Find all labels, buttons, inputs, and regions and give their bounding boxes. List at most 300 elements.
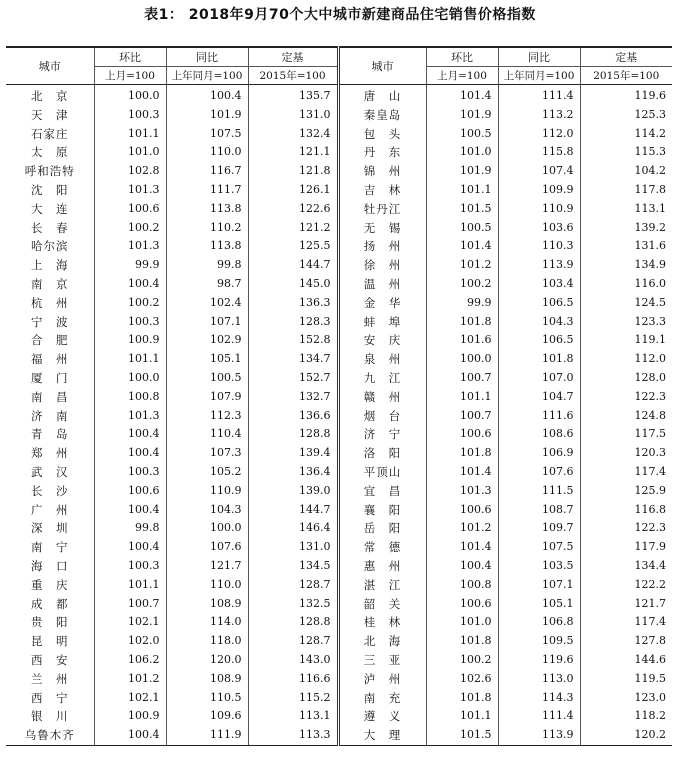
mom-value-right: 100.4 bbox=[426, 557, 498, 576]
base-value-left: 128.8 bbox=[248, 613, 338, 632]
yoy-value-right: 111.5 bbox=[498, 482, 580, 501]
base-value-right: 115.3 bbox=[580, 143, 672, 162]
header-city-left: 城市 bbox=[6, 47, 94, 85]
yoy-value-left: 100.4 bbox=[166, 85, 248, 106]
yoy-value-right: 103.6 bbox=[498, 219, 580, 238]
base-value-left: 132.4 bbox=[248, 125, 338, 144]
yoy-value-left: 109.6 bbox=[166, 707, 248, 726]
table-row bbox=[6, 275, 672, 294]
city-name-left: 石家庄 bbox=[31, 126, 69, 141]
base-value-right: 122.2 bbox=[580, 576, 672, 595]
city-name-right: 平顶山 bbox=[338, 463, 426, 482]
base-value-left: 121.2 bbox=[248, 219, 338, 238]
table-row bbox=[6, 501, 672, 520]
base-value-left: 115.2 bbox=[248, 689, 338, 708]
yoy-value-right: 106.8 bbox=[498, 613, 580, 632]
yoy-value-left: 121.7 bbox=[166, 557, 248, 576]
mom-value-left: 101.2 bbox=[94, 670, 166, 689]
base-value-right: 112.0 bbox=[580, 350, 672, 369]
yoy-value-right: 113.0 bbox=[498, 670, 580, 689]
yoy-value-left: 107.1 bbox=[166, 313, 248, 332]
yoy-value-left: 101.9 bbox=[166, 106, 248, 125]
mom-value-right: 101.1 bbox=[426, 707, 498, 726]
mom-value-right: 100.6 bbox=[426, 425, 498, 444]
city-name-left: 武 汉 bbox=[31, 464, 69, 479]
yoy-value-right: 109.9 bbox=[498, 181, 580, 200]
yoy-value-left: 99.8 bbox=[166, 256, 248, 275]
base-value-right: 128.0 bbox=[580, 369, 672, 388]
mom-value-left: 100.4 bbox=[94, 501, 166, 520]
yoy-value-right: 107.4 bbox=[498, 162, 580, 181]
table-row bbox=[6, 181, 672, 200]
subheader-base-right: 2015年=100 bbox=[580, 67, 672, 85]
base-value-left: 144.7 bbox=[248, 501, 338, 520]
base-value-right: 117.9 bbox=[580, 538, 672, 557]
city-name-left: 西 宁 bbox=[31, 690, 69, 705]
base-value-right: 113.1 bbox=[580, 200, 672, 219]
city-name-right: 吉 林 bbox=[338, 181, 426, 200]
city-name-left: 重 庆 bbox=[31, 577, 69, 592]
yoy-value-right: 111.6 bbox=[498, 407, 580, 426]
table-row bbox=[6, 388, 672, 407]
yoy-value-left: 108.9 bbox=[166, 595, 248, 614]
header-yoy-left: 同比 bbox=[166, 47, 248, 67]
mom-value-left: 100.3 bbox=[94, 557, 166, 576]
city-name-right: 唐 山 bbox=[338, 85, 426, 106]
yoy-value-right: 113.9 bbox=[498, 726, 580, 745]
city-name-right: 韶 关 bbox=[338, 595, 426, 614]
yoy-value-left: 110.2 bbox=[166, 219, 248, 238]
base-value-left: 128.7 bbox=[248, 576, 338, 595]
subheader-base-left: 2015年=100 bbox=[248, 67, 338, 85]
subheader-yoy-right: 上年同月=100 bbox=[498, 67, 580, 85]
city-name-left: 深 圳 bbox=[31, 521, 69, 536]
mom-value-right: 100.2 bbox=[426, 651, 498, 670]
mom-value-left: 99.8 bbox=[94, 519, 166, 538]
base-value-left: 152.8 bbox=[248, 331, 338, 350]
mom-value-left: 100.3 bbox=[94, 106, 166, 125]
city-name-right: 徐 州 bbox=[338, 256, 426, 275]
yoy-value-left: 100.5 bbox=[166, 369, 248, 388]
city-name-left: 北 京 bbox=[31, 89, 69, 103]
table-row bbox=[6, 331, 672, 350]
yoy-value-left: 111.9 bbox=[166, 726, 248, 745]
table-row bbox=[6, 369, 672, 388]
yoy-value-left: 110.9 bbox=[166, 482, 248, 501]
city-name-left: 贵 阳 bbox=[31, 615, 69, 630]
mom-value-left: 100.0 bbox=[94, 369, 166, 388]
yoy-value-left: 104.3 bbox=[166, 501, 248, 520]
base-value-left: 145.0 bbox=[248, 275, 338, 294]
city-name-left: 西 安 bbox=[31, 652, 69, 667]
mom-value-right: 101.5 bbox=[426, 726, 498, 745]
city-name-left: 呼和浩特 bbox=[24, 164, 75, 179]
city-name-right: 牡丹江 bbox=[338, 200, 426, 219]
mom-value-left: 100.4 bbox=[94, 538, 166, 557]
yoy-value-left: 98.7 bbox=[166, 275, 248, 294]
mom-value-right: 101.2 bbox=[426, 519, 498, 538]
yoy-value-left: 110.5 bbox=[166, 689, 248, 708]
base-value-right: 125.9 bbox=[580, 482, 672, 501]
city-name-right: 襄 阳 bbox=[338, 501, 426, 520]
mom-value-left: 101.1 bbox=[94, 125, 166, 144]
yoy-value-right: 107.1 bbox=[498, 576, 580, 595]
base-value-left: 126.1 bbox=[248, 181, 338, 200]
yoy-value-left: 110.4 bbox=[166, 425, 248, 444]
city-name-left: 宁 波 bbox=[31, 314, 69, 329]
mom-value-right: 101.2 bbox=[426, 256, 498, 275]
mom-value-left: 100.0 bbox=[94, 85, 166, 106]
city-name-right: 安 庆 bbox=[338, 331, 426, 350]
city-name-right: 锦 州 bbox=[338, 162, 426, 181]
yoy-value-right: 115.8 bbox=[498, 143, 580, 162]
mom-value-left: 100.4 bbox=[94, 726, 166, 745]
mom-value-left: 101.1 bbox=[94, 576, 166, 595]
base-value-right: 117.4 bbox=[580, 463, 672, 482]
base-value-left: 134.7 bbox=[248, 350, 338, 369]
table-row bbox=[6, 632, 672, 651]
base-value-right: 119.6 bbox=[580, 85, 672, 106]
base-value-left: 152.7 bbox=[248, 369, 338, 388]
yoy-value-left: 114.0 bbox=[166, 613, 248, 632]
city-name-left: 福 州 bbox=[31, 352, 69, 367]
yoy-value-left: 105.2 bbox=[166, 463, 248, 482]
yoy-value-right: 104.3 bbox=[498, 313, 580, 332]
city-name-left: 厦 门 bbox=[31, 370, 69, 385]
table-row bbox=[6, 613, 672, 632]
yoy-value-left: 113.8 bbox=[166, 200, 248, 219]
city-name-left: 上 海 bbox=[31, 258, 69, 273]
city-name-right: 金 华 bbox=[338, 294, 426, 313]
base-value-left: 131.0 bbox=[248, 106, 338, 125]
yoy-value-right: 104.7 bbox=[498, 388, 580, 407]
mom-value-right: 100.6 bbox=[426, 501, 498, 520]
mom-value-right: 100.7 bbox=[426, 407, 498, 426]
subheader-yoy-left: 上年同月=100 bbox=[166, 67, 248, 85]
mom-value-right: 100.7 bbox=[426, 369, 498, 388]
yoy-value-right: 111.4 bbox=[498, 707, 580, 726]
base-value-left: 116.6 bbox=[248, 670, 338, 689]
header-base-right: 定基 bbox=[580, 47, 672, 67]
base-value-left: 139.4 bbox=[248, 444, 338, 463]
mom-value-right: 101.8 bbox=[426, 444, 498, 463]
city-name-left: 杭 州 bbox=[31, 295, 69, 310]
mom-value-left: 100.4 bbox=[94, 275, 166, 294]
subheader-mom-left: 上月=100 bbox=[94, 67, 166, 85]
city-name-right: 宜 昌 bbox=[338, 482, 426, 501]
base-value-left: 135.7 bbox=[248, 85, 338, 106]
city-name-right: 烟 台 bbox=[338, 407, 426, 426]
mom-value-right: 99.9 bbox=[426, 294, 498, 313]
mom-value-right: 101.8 bbox=[426, 689, 498, 708]
base-value-left: 134.5 bbox=[248, 557, 338, 576]
city-name-right: 大 理 bbox=[338, 726, 426, 745]
base-value-left: 125.5 bbox=[248, 237, 338, 256]
base-value-left: 132.7 bbox=[248, 388, 338, 407]
yoy-value-left: 120.0 bbox=[166, 651, 248, 670]
base-value-left: 139.0 bbox=[248, 482, 338, 501]
yoy-value-right: 112.0 bbox=[498, 125, 580, 144]
city-name-left: 合 肥 bbox=[31, 333, 69, 348]
base-value-right: 134.9 bbox=[580, 256, 672, 275]
mom-value-right: 102.6 bbox=[426, 670, 498, 689]
mom-value-right: 100.8 bbox=[426, 576, 498, 595]
yoy-value-right: 107.0 bbox=[498, 369, 580, 388]
base-value-left: 136.6 bbox=[248, 407, 338, 426]
city-name-right: 包 头 bbox=[338, 125, 426, 144]
city-name-left: 南 昌 bbox=[31, 389, 69, 404]
table-row bbox=[6, 482, 672, 501]
city-name-left: 长 沙 bbox=[31, 483, 69, 498]
city-name-right: 岳 阳 bbox=[338, 519, 426, 538]
table-row bbox=[6, 219, 672, 238]
mom-value-right: 101.4 bbox=[426, 237, 498, 256]
city-name-right: 秦皇岛 bbox=[338, 106, 426, 125]
subheader-mom-right: 上月=100 bbox=[426, 67, 498, 85]
mom-value-right: 101.9 bbox=[426, 106, 498, 125]
city-name-left: 天 津 bbox=[31, 107, 69, 122]
mom-value-left: 102.8 bbox=[94, 162, 166, 181]
city-name-left: 成 都 bbox=[31, 596, 69, 611]
mom-value-left: 101.3 bbox=[94, 237, 166, 256]
mom-value-left: 100.3 bbox=[94, 313, 166, 332]
table-row bbox=[6, 350, 672, 369]
city-name-right: 北 海 bbox=[338, 632, 426, 651]
yoy-value-right: 109.5 bbox=[498, 632, 580, 651]
city-name-right: 扬 州 bbox=[338, 237, 426, 256]
yoy-value-right: 110.3 bbox=[498, 237, 580, 256]
mom-value-left: 102.0 bbox=[94, 632, 166, 651]
city-name-right: 惠 州 bbox=[338, 557, 426, 576]
mom-value-right: 101.8 bbox=[426, 632, 498, 651]
yoy-value-right: 111.4 bbox=[498, 85, 580, 106]
table-row bbox=[6, 444, 672, 463]
mom-value-left: 102.1 bbox=[94, 689, 166, 708]
base-value-right: 120.2 bbox=[580, 726, 672, 745]
base-value-left: 122.6 bbox=[248, 200, 338, 219]
mom-value-right: 101.1 bbox=[426, 388, 498, 407]
yoy-value-right: 106.9 bbox=[498, 444, 580, 463]
city-name-right: 无 锡 bbox=[338, 219, 426, 238]
mom-value-right: 101.5 bbox=[426, 200, 498, 219]
city-name-right: 洛 阳 bbox=[338, 444, 426, 463]
city-name-right: 温 州 bbox=[338, 275, 426, 294]
base-value-left: 113.3 bbox=[248, 726, 338, 745]
city-name-right: 赣 州 bbox=[338, 388, 426, 407]
mom-value-left: 106.2 bbox=[94, 651, 166, 670]
base-value-right: 124.8 bbox=[580, 407, 672, 426]
table-row bbox=[6, 294, 672, 313]
yoy-value-left: 102.9 bbox=[166, 331, 248, 350]
table-row bbox=[6, 463, 672, 482]
mom-value-left: 100.8 bbox=[94, 388, 166, 407]
mom-value-right: 101.3 bbox=[426, 482, 498, 501]
mom-value-left: 100.6 bbox=[94, 200, 166, 219]
yoy-value-right: 103.4 bbox=[498, 275, 580, 294]
base-value-right: 119.1 bbox=[580, 331, 672, 350]
city-name-left: 大 连 bbox=[31, 201, 69, 216]
yoy-value-left: 112.3 bbox=[166, 407, 248, 426]
yoy-value-right: 106.5 bbox=[498, 331, 580, 350]
base-value-right: 144.6 bbox=[580, 651, 672, 670]
base-value-left: 121.8 bbox=[248, 162, 338, 181]
mom-value-right: 100.6 bbox=[426, 595, 498, 614]
table-row bbox=[6, 425, 672, 444]
city-name-left: 郑 州 bbox=[31, 446, 69, 461]
yoy-value-right: 107.6 bbox=[498, 463, 580, 482]
city-name-left: 广 州 bbox=[31, 502, 69, 517]
table-row bbox=[6, 237, 672, 256]
mom-value-left: 100.6 bbox=[94, 482, 166, 501]
base-value-right: 122.3 bbox=[580, 388, 672, 407]
mom-value-left: 99.9 bbox=[94, 256, 166, 275]
mom-value-right: 101.4 bbox=[426, 463, 498, 482]
base-value-right: 122.3 bbox=[580, 519, 672, 538]
yoy-value-left: 107.6 bbox=[166, 538, 248, 557]
base-value-right: 131.6 bbox=[580, 237, 672, 256]
mom-value-left: 101.3 bbox=[94, 181, 166, 200]
table-title: 表1： 2018年9月70个大中城市新建商品住宅销售价格指数 bbox=[144, 7, 536, 23]
city-name-right: 蚌 埠 bbox=[338, 313, 426, 332]
base-value-left: 146.4 bbox=[248, 519, 338, 538]
table-row bbox=[6, 407, 672, 426]
base-value-left: 128.8 bbox=[248, 425, 338, 444]
table-row bbox=[6, 576, 672, 595]
city-name-right: 南 充 bbox=[338, 689, 426, 708]
base-value-right: 104.2 bbox=[580, 162, 672, 181]
base-value-left: 132.5 bbox=[248, 595, 338, 614]
city-name-left: 济 南 bbox=[31, 408, 69, 423]
table-row bbox=[6, 256, 672, 275]
mom-value-right: 100.0 bbox=[426, 350, 498, 369]
base-value-left: 143.0 bbox=[248, 651, 338, 670]
header-base-left: 定基 bbox=[248, 47, 338, 67]
header-mom-left: 环比 bbox=[94, 47, 166, 67]
mom-value-right: 100.2 bbox=[426, 275, 498, 294]
price-index-table bbox=[6, 46, 672, 746]
city-name-right: 三 亚 bbox=[338, 651, 426, 670]
table-row bbox=[6, 538, 672, 557]
yoy-value-left: 118.0 bbox=[166, 632, 248, 651]
yoy-value-right: 109.7 bbox=[498, 519, 580, 538]
base-value-right: 119.5 bbox=[580, 670, 672, 689]
city-name-left: 海 口 bbox=[31, 558, 69, 573]
header-yoy-right: 同比 bbox=[498, 47, 580, 67]
base-value-right: 123.0 bbox=[580, 689, 672, 708]
yoy-value-left: 111.7 bbox=[166, 181, 248, 200]
table-row bbox=[6, 143, 672, 162]
table-row bbox=[6, 707, 672, 726]
yoy-value-right: 113.9 bbox=[498, 256, 580, 275]
yoy-value-left: 107.9 bbox=[166, 388, 248, 407]
mom-value-right: 101.6 bbox=[426, 331, 498, 350]
mom-value-right: 100.5 bbox=[426, 125, 498, 144]
base-value-right: 125.3 bbox=[580, 106, 672, 125]
city-name-left: 南 宁 bbox=[31, 540, 69, 555]
city-name-right: 丹 东 bbox=[338, 143, 426, 162]
yoy-value-left: 110.0 bbox=[166, 576, 248, 595]
base-value-left: 113.1 bbox=[248, 707, 338, 726]
mom-value-right: 101.1 bbox=[426, 181, 498, 200]
yoy-value-right: 110.9 bbox=[498, 200, 580, 219]
yoy-value-right: 105.1 bbox=[498, 595, 580, 614]
mom-value-right: 101.0 bbox=[426, 143, 498, 162]
city-name-left: 沈 阳 bbox=[31, 182, 69, 197]
base-value-left: 128.7 bbox=[248, 632, 338, 651]
yoy-value-left: 108.9 bbox=[166, 670, 248, 689]
base-value-left: 128.3 bbox=[248, 313, 338, 332]
mom-value-right: 101.0 bbox=[426, 613, 498, 632]
mom-value-left: 101.3 bbox=[94, 407, 166, 426]
mom-value-left: 100.9 bbox=[94, 707, 166, 726]
yoy-value-right: 119.6 bbox=[498, 651, 580, 670]
mom-value-left: 100.4 bbox=[94, 444, 166, 463]
city-name-right: 桂 林 bbox=[338, 613, 426, 632]
header-city-right: 城市 bbox=[338, 47, 426, 85]
base-value-right: 121.7 bbox=[580, 595, 672, 614]
base-value-right: 120.3 bbox=[580, 444, 672, 463]
base-value-left: 131.0 bbox=[248, 538, 338, 557]
base-value-right: 134.4 bbox=[580, 557, 672, 576]
yoy-value-left: 107.5 bbox=[166, 125, 248, 144]
base-value-right: 116.0 bbox=[580, 275, 672, 294]
base-value-right: 117.4 bbox=[580, 613, 672, 632]
mom-value-left: 100.7 bbox=[94, 595, 166, 614]
yoy-value-right: 103.5 bbox=[498, 557, 580, 576]
mom-value-left: 100.4 bbox=[94, 425, 166, 444]
yoy-value-left: 102.4 bbox=[166, 294, 248, 313]
mom-value-right: 101.9 bbox=[426, 162, 498, 181]
yoy-value-left: 116.7 bbox=[166, 162, 248, 181]
base-value-right: 124.5 bbox=[580, 294, 672, 313]
mom-value-left: 101.1 bbox=[94, 350, 166, 369]
city-name-right: 遵 义 bbox=[338, 707, 426, 726]
yoy-value-left: 110.0 bbox=[166, 143, 248, 162]
mom-value-left: 102.1 bbox=[94, 613, 166, 632]
table-row bbox=[6, 106, 672, 125]
base-value-right: 114.2 bbox=[580, 125, 672, 144]
mom-value-right: 101.4 bbox=[426, 85, 498, 106]
base-value-right: 139.2 bbox=[580, 219, 672, 238]
mom-value-left: 100.2 bbox=[94, 219, 166, 238]
table-row bbox=[6, 125, 672, 144]
table-row bbox=[6, 557, 672, 576]
city-name-left: 青 岛 bbox=[31, 427, 69, 442]
city-name-right: 济 宁 bbox=[338, 425, 426, 444]
yoy-value-right: 106.5 bbox=[498, 294, 580, 313]
yoy-value-left: 113.8 bbox=[166, 237, 248, 256]
table-row bbox=[6, 670, 672, 689]
mom-value-left: 100.2 bbox=[94, 294, 166, 313]
city-name-left: 哈尔滨 bbox=[31, 239, 69, 254]
mom-value-right: 101.4 bbox=[426, 538, 498, 557]
table-row bbox=[6, 651, 672, 670]
yoy-value-right: 108.7 bbox=[498, 501, 580, 520]
base-value-right: 123.3 bbox=[580, 313, 672, 332]
table-row bbox=[6, 726, 672, 745]
mom-value-right: 100.5 bbox=[426, 219, 498, 238]
city-name-left: 乌鲁木齐 bbox=[6, 726, 94, 745]
header-mom-right: 环比 bbox=[426, 47, 498, 67]
table-row bbox=[6, 689, 672, 708]
city-name-right: 常 德 bbox=[338, 538, 426, 557]
yoy-value-right: 113.2 bbox=[498, 106, 580, 125]
base-value-left: 144.7 bbox=[248, 256, 338, 275]
city-name-right: 泉 州 bbox=[338, 350, 426, 369]
base-value-right: 117.5 bbox=[580, 425, 672, 444]
city-name-right: 泸 州 bbox=[338, 670, 426, 689]
yoy-value-right: 107.5 bbox=[498, 538, 580, 557]
